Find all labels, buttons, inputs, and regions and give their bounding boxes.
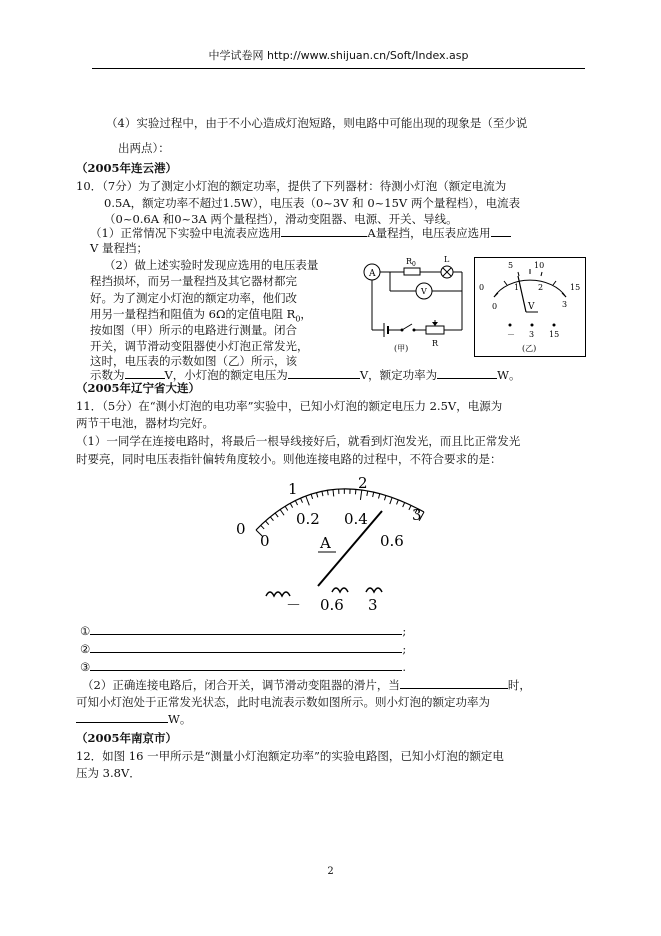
q10-part1-line1 [90, 224, 511, 242]
circuit-diagram-jia [350, 250, 470, 358]
rheostat-label: R [432, 339, 439, 348]
voltmeter-terminal-label-neg: － [507, 330, 515, 339]
q11-answer-blank-1[interactable] [90, 622, 402, 635]
q10-r0-subscript: 0 [295, 314, 301, 324]
q10-text-rated-voltage: V，小灯泡的额定电压为 [164, 368, 288, 382]
q11-answer-blank-rated-power[interactable] [76, 710, 168, 723]
q11-blank-end-2: ; [402, 642, 407, 656]
q11-part2-line1 [82, 676, 531, 694]
ammeter-scale-tick [409, 505, 411, 510]
section-tag-nanjing: （2005年南京市） [76, 731, 178, 745]
q10-answer-blank-voltmeter-range[interactable] [491, 224, 511, 237]
voltmeter-terminal-label-15: 15 [549, 330, 560, 339]
q10-part1-line2: V 量程挡； [90, 241, 148, 255]
q10-line1: 10．（7分）为了测定小灯泡的额定功率，提供了下列器材：待测小灯泡（额定电流为 [76, 179, 507, 193]
ammeter-scale-tick [384, 495, 385, 500]
voltmeter-terminal-15[interactable] [553, 324, 556, 327]
ammeter-unit: A [320, 534, 331, 552]
ammeter-outer-tick-1: 1 [288, 480, 298, 498]
ammeter-label: A [369, 269, 376, 279]
voltmeter-dial-yi [474, 257, 586, 357]
ammeter-outer-tick-2: 2 [358, 474, 368, 492]
voltmeter-label: V [421, 287, 427, 296]
voltmeter-terminal-neg[interactable] [509, 324, 512, 327]
q10-part2-line2: 程挡损坏，而另一量程挡及其它器材都完 [90, 274, 297, 288]
q10-answer-blank-rated-voltage[interactable] [288, 366, 360, 379]
fig-jia-caption: (甲) [394, 344, 409, 353]
page-header [92, 44, 585, 69]
header-site: 中学试卷网 [208, 49, 264, 62]
section-tag-dalian: （2005年辽宁省大连） [76, 381, 201, 395]
fig-yi-caption: (乙) [522, 344, 537, 353]
q11-answer-blank-3[interactable] [90, 658, 402, 671]
section-tag-lianyungang: （2005年连云港） [76, 161, 178, 175]
ammeter-scale-tick [301, 498, 303, 503]
q11-blank-number-3: ③ [80, 660, 91, 674]
q9-part4-line1: （4）实验过程中，由于不小心造成灯泡短路，则电路中可能出现的现象是（至少说 [106, 116, 528, 130]
lamp-label: L [444, 255, 450, 264]
q11-blank-row-3 [80, 658, 406, 676]
q10-text-rated-power: V，额定功率为 [359, 368, 438, 382]
ammeter-outer-tick-0: 0 [236, 520, 246, 538]
q10-part2-line7: 这时，电压表的示数如图（乙）所示，该 [90, 354, 297, 368]
q9-part4-line2: 出两点）： [118, 141, 170, 155]
q10-part2-line4-end: ， [300, 307, 312, 321]
ammeter-scale-tick [322, 491, 323, 496]
q10-line2: 0.5A，额定功率不超过1.5W），电压表（0~3V 和 0~15V 两个量程档），电流表 [104, 196, 521, 210]
q10-part1-text-b: A量程挡，电压表应选用 [367, 226, 491, 240]
ammeter-scale-tick [290, 503, 292, 507]
ammeter-inner-tick-0.2: 0.2 [296, 510, 320, 528]
q10-answer-blank-ammeter-range[interactable] [281, 224, 367, 237]
q11-blank-end-3: . [402, 660, 406, 674]
q10-text-shishuwei: 示数为 [90, 368, 125, 382]
voltmeter-tick-inner-0: 0 [492, 302, 498, 311]
voltmeter-tick-inner-2: 2 [538, 283, 544, 292]
q11-part2-watt: W。 [168, 712, 192, 726]
voltmeter-tick-5: 5 [508, 261, 514, 270]
q11-answer-blank-2[interactable] [90, 640, 402, 653]
rheostat-symbol [426, 326, 444, 334]
q10-part2-line6: 开关，调节滑动变阻器使小灯泡正常发光， [90, 339, 309, 353]
fixed-resistor-r0 [404, 268, 420, 275]
q10-part1-text-a: （1）正常情况下实验中电流表应选用 [90, 226, 282, 240]
q11-part1-line2: 时要亮，同时电压表指针偏转角度较小。则他连接电路的过程中，不符合要求的是： [76, 452, 502, 466]
header-url: http://www.shijuan.cn/Soft/Index.asp [266, 49, 469, 62]
ammeter-terminal-0.6[interactable] [332, 588, 348, 592]
voltmeter-tick-10: 10 [534, 261, 545, 270]
ammeter-scale-tick [285, 506, 288, 510]
voltmeter-unit: V [528, 302, 535, 312]
ammeter-scale-tick [403, 502, 405, 507]
q11-part2-text-a: （2）正确连接电路后，闭合开关，调节滑动变阻器的滑片，当 [82, 678, 400, 692]
q11-line2: 两节干电池，器材均完好。 [76, 416, 214, 430]
q11-line1: 11．（5分）在“测小灯泡的电功率”实验中，已知小灯泡的额定电压力 2.5V，电源为 [76, 399, 503, 413]
ammeter-dial-figure [228, 468, 438, 616]
ammeter-terminal-3[interactable] [366, 588, 382, 592]
q11-blank-number-1: ① [80, 624, 91, 638]
q11-part2-text-b: 时， [507, 678, 531, 692]
ammeter-scale-tick [316, 493, 317, 498]
voltmeter-terminal-label-3: 3 [529, 330, 535, 339]
ammeter-terminal-label-3: 3 [368, 596, 378, 614]
ammeter-scale-tick [378, 494, 379, 499]
switch-blade [402, 324, 412, 330]
page-number: 2 [327, 866, 334, 877]
voltmeter-tick-inner-3: 3 [562, 300, 568, 309]
r0-label: $R_0$ [406, 257, 416, 268]
q11-part1-line1: （1）一同学在连接电路时，将最后一根导线接好后，就看到灯泡发光，而且比正常发光 [76, 434, 521, 448]
ammeter-scale-tick [270, 517, 273, 521]
q10-answer-blank-reading[interactable] [125, 366, 165, 379]
ammeter-scale-tick [295, 501, 297, 505]
switch-contact-right [413, 329, 416, 332]
ammeter-scale-tick [333, 490, 334, 497]
voltmeter-tick-inner-1: 1 [514, 283, 520, 292]
ammeter-inner-tick-0.4: 0.4 [344, 510, 368, 528]
q11-blank-row-2 [80, 640, 406, 658]
ammeter-terminal-label-0.6: 0.6 [320, 596, 344, 614]
ammeter-scale-tick [306, 496, 310, 505]
q10-part2-line3: 好。为了测定小灯泡的额定功率，他们改 [90, 291, 297, 305]
q10-answer-blank-rated-power[interactable] [437, 366, 497, 379]
ammeter-scale-tick [311, 494, 313, 499]
ammeter-scale-tick [265, 521, 268, 525]
ammeter-scale-tick [327, 490, 328, 495]
ammeter-scale-tick [275, 513, 278, 517]
q12-line1: 12．如图 16 一甲所示是“测量小灯泡额定功率”的实验电路图，已知小灯泡的额定电 [76, 749, 504, 763]
q12-line2: 压为 3.8V． [76, 766, 141, 780]
ammeter-scale-tick [397, 500, 399, 505]
q10-part2-line5: 按如图（甲）所示的电路进行测量。闭合 [90, 323, 297, 337]
q11-blank-number-2: ② [80, 642, 91, 656]
ammeter-scale-tick [373, 492, 374, 497]
ammeter-terminal-label-neg: － [286, 596, 302, 614]
q11-blank-end-1: ; [402, 624, 407, 638]
q11-blank-row-1 [80, 622, 406, 640]
q10-part2-line1: （2）做上述实验时发现应选用的电压表量 [104, 258, 319, 272]
ammeter-outer-tick-3: 3 [412, 506, 422, 524]
q10-part2-line4-text: 用另一量程挡和阻值为 6Ω的定值电阻 R [90, 307, 296, 321]
ammeter-inner-tick-0.6: 0.6 [380, 532, 404, 550]
voltmeter-tick-outer-15: 15 [570, 283, 581, 292]
ammeter-scale-tick [280, 510, 284, 516]
q11-part2-line3 [76, 710, 191, 728]
q10-line3: （0~0.6A 和0~3A 两个量程挡），滑动变阻器、电源、开关、导线。 [104, 212, 458, 226]
ammeter-scale-tick [261, 525, 264, 529]
voltmeter-tick-outer-0: 0 [479, 283, 485, 292]
ammeter-scale-tick [390, 498, 392, 505]
ammeter-inner-tick-0: 0 [260, 532, 270, 550]
voltmeter-terminal-3[interactable] [531, 324, 534, 327]
q11-answer-blank-condition[interactable] [400, 676, 508, 689]
ammeter-scale-arc [256, 489, 424, 530]
q11-part2-line2: 可知小灯泡处于正常发光状态，此时电流表示数如图所示。则小灯泡的额定功率为 [76, 695, 490, 709]
q10-text-watt: W。 [497, 368, 521, 382]
